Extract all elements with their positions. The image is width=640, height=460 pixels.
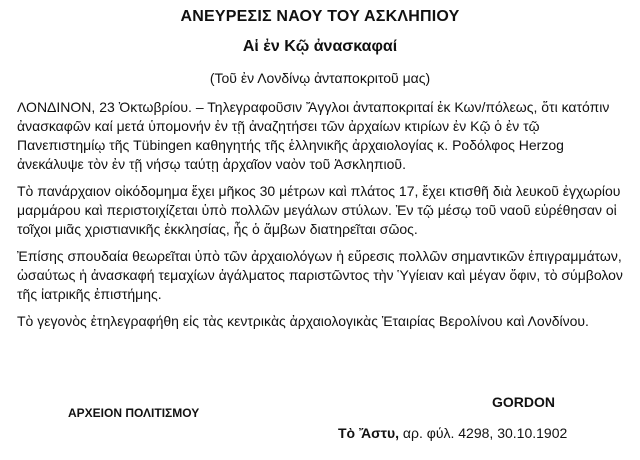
paragraph-3: Ἐπίσης σπουδαία θεωρεῖται ὑπὸ τῶν ἀρχαιολόγων ἡ εὕρεσις πολλῶν σημαντικῶν ἐπιγραμμάτων, ὡσαύτως ἡ ἀνασκαφή τεμαχίων ἀγάλματος παριστῶντος τὴν Ὑγίειαν καὶ μέγαν ὄφιν, τὸ σύμβολον τῆς ἰατρικῆς ἐπιστήμης. bbox=[17, 248, 623, 302]
source-newspaper: Τὸ Ἄστυ, bbox=[338, 425, 400, 441]
source-details: αρ. φύλ. 4298, 30.10.1902 bbox=[399, 425, 568, 441]
archive-label: ΑΡΧΕΙΟΝ ΠΟΛΙΤΙΣΜΟΥ bbox=[68, 406, 200, 420]
paragraph-2: Τὸ πανάρχαιον οἰκόδομημα ἔχει μῆκος 30 μέτρων καὶ πλάτος 17, ἔχει κτισθῆ διὰ λευκοῦ ἐγχωρίου μαρμάρου καὶ περιστοιχίζεται ὑπὸ πολλῶν μεγάλων στύλων. Ἐν τῷ μέσῳ τοῦ ναοῦ εὑρέθησαν οἱ τοῖχοι μιᾶς χριστιανικῆς ἐκκλησίας, ἧς ὁ ἄμβων διατηρεῖται σῶος. bbox=[17, 183, 621, 237]
paragraph-4: Τὸ γεγονὸς ἐτηλεγραφήθη εἰς τὰς κεντρικὰς ἀρχαιολογικὰς Ἑταιρίας Βερολίνου καὶ Λονδίνου. bbox=[17, 313, 589, 329]
article-subtitle: Αἱ ἐν Κῷ ἀνασκαφαί bbox=[242, 38, 398, 55]
article-body bbox=[17, 98, 625, 339]
source-citation bbox=[338, 425, 567, 441]
correspondent-note: (Τοῦ ἐν Λονδίνῳ ἀνταποκριτοῦ μας) bbox=[209, 70, 431, 86]
paragraph-1: ΛΟΝΔΙΝΟΝ, 23 Ὀκτωβρίου. – Τηλεγραφοῦσιν Ἄγγλοι ἀνταποκριταί ἐκ Κων/πόλεως, ὅτι κατόπιν ἀνασκαφῶν καί μετά ὑπομονήν ἐν τῇ ἀναζητήσει τῶν ἀρχαίων κτιρίων ἐν Κῷ ὁ ἐν τῷ Πανεπιστημίῳ τῆς Tübingen καθηγητής τῆς ἑλληνικῆς ἀρχαιολογίας κ. Ροδόλφος Herzog ἀνεκάλυψε τὸν ἐν τῇ νήσῳ ταύτῃ ἀρχαῖον ναὸν τοῦ Ἀσκληπιοῦ. bbox=[17, 99, 610, 172]
author-signature: GORDON bbox=[492, 394, 555, 410]
article-title: ΑΝΕΥΡΕΣΙΣ ΝΑΟΥ ΤΟΥ ΑΣΚΛΗΠΙΟΥ bbox=[180, 8, 460, 25]
